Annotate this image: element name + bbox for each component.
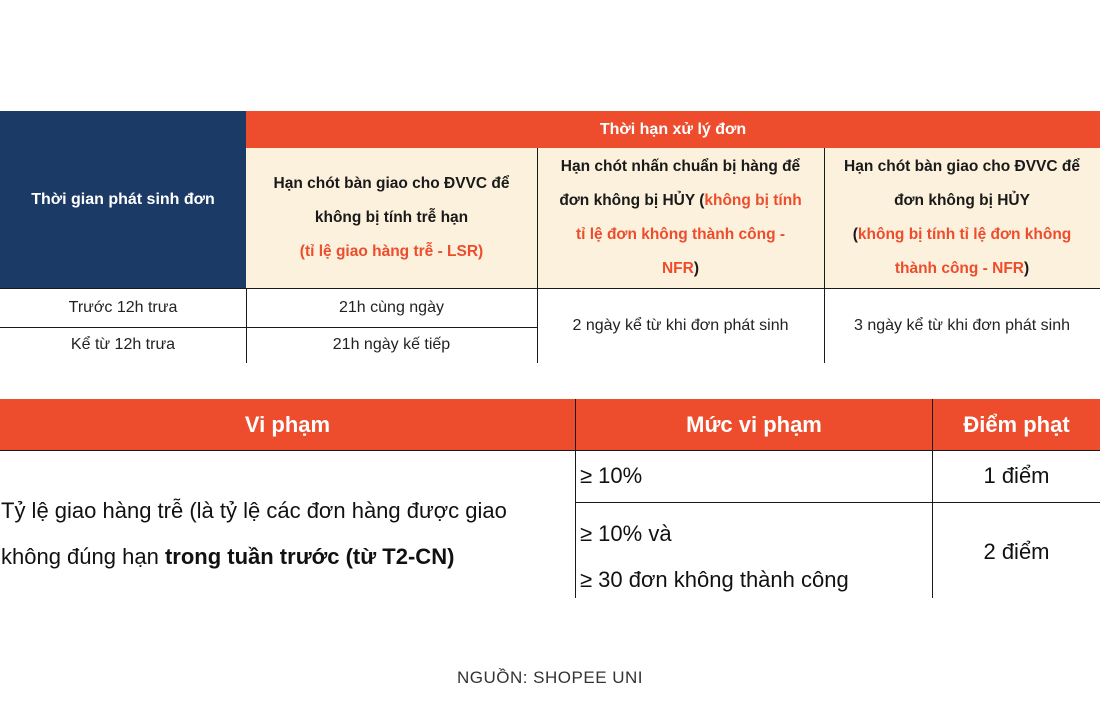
- subheader-prepare-line2b: không bị tính: [704, 192, 802, 209]
- merged-cancel-handover-label: 3 ngày kể từ khi đơn phát sinh: [854, 316, 1070, 334]
- subheader-prepare-goods: [537, 148, 824, 288]
- subheader-handover-line3b: không bị tính tỉ lệ đơn không: [857, 226, 1072, 243]
- level-2: [580, 511, 849, 603]
- subheader-prepare-line4a: NFR: [661, 260, 694, 277]
- violation-period: trong tuần trước (từ T2-CN): [164, 544, 455, 569]
- subheader-handover-line1: Hạn chót bàn giao cho ĐVVC để: [844, 158, 1080, 175]
- row1-deadline-label: 21h cùng ngày: [339, 298, 444, 316]
- row1-time-label: Trước 12h trưa: [68, 298, 178, 316]
- late-delivery-penalty-table: [0, 399, 1100, 599]
- header-processing-deadline: [246, 111, 1100, 148]
- t2-divider: [932, 399, 933, 598]
- header-violation: [0, 399, 575, 450]
- header-violation-label: Vi phạm: [244, 411, 331, 437]
- level-2-line1: ≥ 10% và: [580, 521, 672, 546]
- row2-time: [0, 327, 246, 363]
- subheader-lsr-line3: (tỉ lệ giao hàng trễ - LSR): [299, 243, 484, 260]
- violation-description: [1, 488, 573, 580]
- source-caption: NGUỒN: SHOPEE UNI: [456, 668, 644, 687]
- subheader-prepare-line1: Hạn chót nhấn chuẩn bị hàng để: [560, 158, 801, 175]
- t1-divider: [537, 148, 538, 363]
- header-order-time: [0, 111, 246, 288]
- t1-divider: [246, 288, 247, 363]
- subheader-prepare-line4b: ): [693, 260, 699, 277]
- points-2: 2 điểm: [983, 539, 1050, 564]
- header-penalty-points: [933, 399, 1100, 450]
- points-1: 1 điểm: [983, 463, 1050, 488]
- header-penalty-points-label: Điểm phạt: [963, 411, 1070, 437]
- t1-divider: [0, 288, 1100, 289]
- level-1: ≥ 10%: [580, 463, 643, 488]
- row2-time-label: Kể từ 12h trưa: [70, 336, 176, 353]
- row2-deadline-label: 21h ngày kế tiếp: [332, 336, 451, 353]
- processing-deadline-table: [0, 111, 1100, 363]
- row1-time: [0, 288, 246, 327]
- merged-cancel-handover: [824, 288, 1100, 363]
- level-2-line2: ≥ 30 đơn không thành công: [580, 567, 849, 592]
- t2-divider: [575, 399, 576, 598]
- subheader-lsr-line2: không bị tính trễ hạn: [314, 209, 469, 226]
- violation-line2: không đúng hạn: [1, 544, 165, 569]
- merged-cancel-prepare: [537, 288, 824, 363]
- header-violation-level-label: Mức vi phạm: [686, 411, 822, 437]
- row2-deadline: [246, 327, 537, 363]
- subheader-lsr: [246, 148, 537, 288]
- header-violation-level: [576, 399, 932, 450]
- t1-divider: [824, 148, 825, 363]
- t2-divider: [576, 502, 1100, 503]
- subheader-handover-line3a: (: [852, 226, 858, 243]
- subheader-prepare-line2a: đơn không bị HỦY (: [559, 192, 705, 209]
- subheader-handover-nfr: [824, 148, 1100, 288]
- merged-cancel-prepare-label: 2 ngày kể từ khi đơn phát sinh: [572, 316, 789, 334]
- t2-divider: [0, 450, 1100, 451]
- subheader-handover-line2: đơn không bị HỦY: [894, 192, 1030, 209]
- subheader-handover-line4a: thành công - NFR: [894, 260, 1024, 277]
- row1-deadline: [246, 288, 537, 327]
- header-order-time-label: Thời gian phát sinh đơn: [31, 190, 215, 208]
- header-processing-deadline-label: Thời hạn xử lý đơn: [599, 120, 747, 138]
- subheader-prepare-line3: tỉ lệ đơn không thành công -: [575, 226, 786, 243]
- subheader-handover-line4b: ): [1023, 260, 1030, 277]
- t1-divider: [0, 327, 537, 328]
- violation-line1: Tỷ lệ giao hàng trễ (là tỷ lệ các đơn hàng được giao: [1, 498, 507, 523]
- subheader-lsr-line1: Hạn chót bàn giao cho ĐVVC để: [273, 175, 510, 192]
